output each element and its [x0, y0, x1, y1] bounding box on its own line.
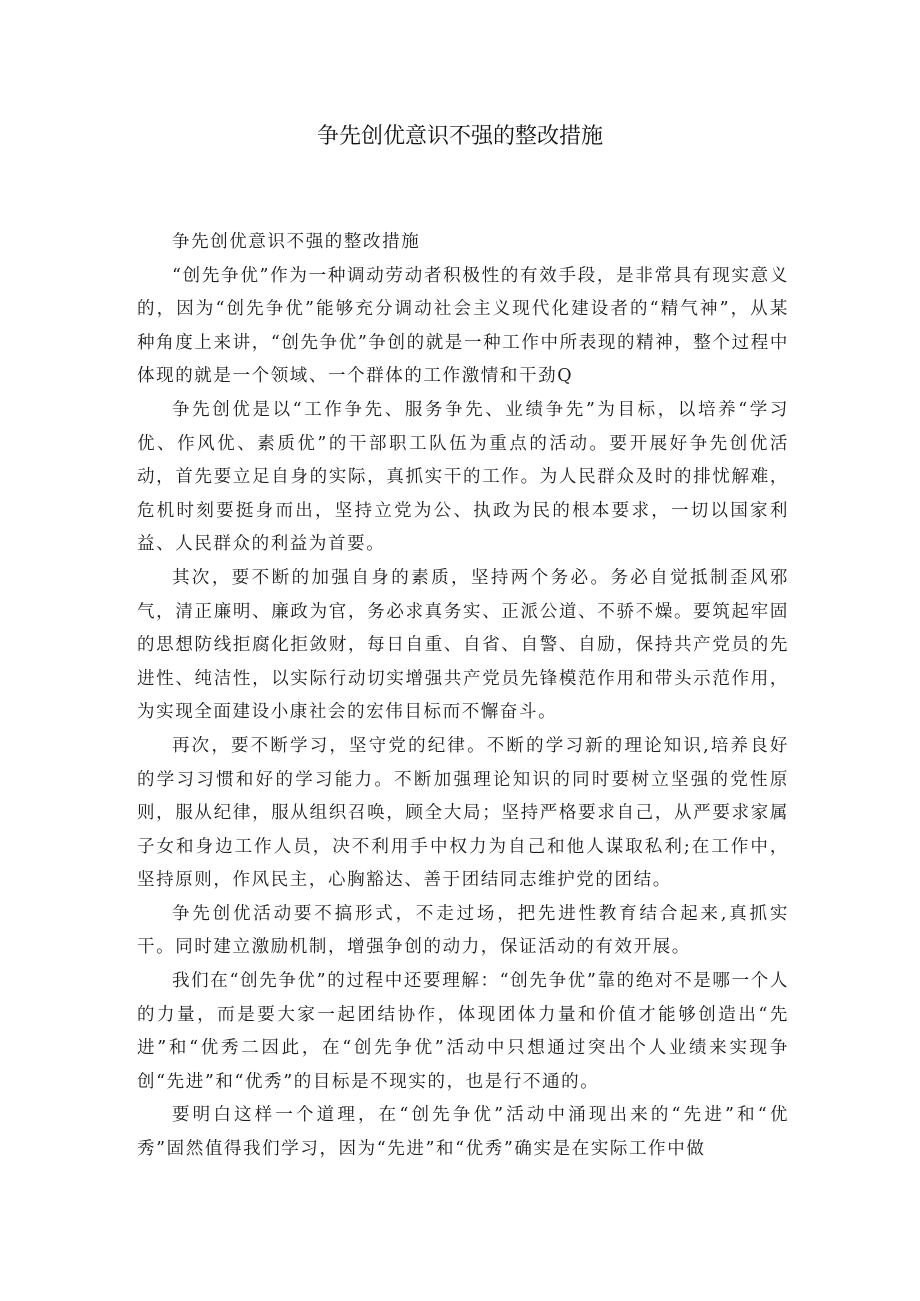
paragraph-5: 争先创优活动要不搞形式，不走过场，把先进性教育结合起来,真抓实干。同时建立激励机制，增强争创的动力，保证活动的有效开展。 [137, 903, 789, 958]
paragraph-4: 再次，要不断学习，坚守党的纪律。不断的学习新的理论知识,培养良好的学习习惯和好的学习能力。不断加强理论知识的同时要树立坚强的党性原则，服从纪律，服从组织召唤，顾全大局；坚持严格要求自己，从严要求家属子女和身边工作人员，决不利用手中权力为自己和他人谋取私利;在工作中，坚持原则，作风民主，心胸豁达、善于团结同志维护党的团结。 [137, 735, 789, 891]
body-subtitle: 争先创优意识不强的整改措施 [172, 232, 421, 252]
paragraph-3: 其次，要不断的加强自身的素质，坚持两个务必。务必自觉抵制歪风邪气，清正廉明、廉政为官，务必求真务实、正派公道、不骄不燥。要筑起牢固的思想防线拒腐化拒敛财，每日自重、自省、自警、自励，保持共产党员的先进性、纯洁性，以实际行动切实增强共产党员先锋模范作用和带头示范作用，为实现全面建设小康社会的宏伟目标而不懈奋斗。 [137, 567, 789, 723]
paragraph-7: 要明白这样一个道理，在“创先争优”活动中涌现出来的“先进”和“优秀”固然值得我们学习，因为“先进”和“优秀”确实是在实际工作中做 [137, 1105, 789, 1160]
document-title: 争先创优意识不强的整改措施 [316, 124, 603, 149]
paragraph-6: 我们在“创先争优”的过程中还要理解：“创先争优”靠的绝对不是哪一个人的力量，而是要大家一起团结协作，体现团体力量和价值才能够创造出“先进”和“优秀二因此，在“创先争优”活动中只想通过突出个人业绩来实现争创“先进”和“优秀”的目标是不现实的，也是行不通的。 [137, 971, 789, 1092]
paragraph-1: “创先争优”作为一种调动劳动者积极性的有效手段，是非常具有现实意义的，因为“创先争优”能够充分调动社会主义现代化建设者的“精气神”，从某种角度上来讲，“创先争优”争创的就是一种工作中所表现的精神，整个过程中体现的就是一个领域、一个群体的工作激情和干劲Q [137, 265, 789, 387]
paragraph-2: 争先创优是以“工作争先、服务争先、业绩争先”为目标，以培养“学习优、作风优、素质优”的干部职工队伍为重点的活动。要开展好争先创优活动，首先要立足自身的实际，真抓实干的工作。为人民群众及时的排忧解难，危机时刻要挺身而出，坚持立党为公、执政为民的根本要求，一切以国家利益、人民群众的利益为首要。 [137, 399, 789, 555]
document-body [137, 226, 789, 1167]
